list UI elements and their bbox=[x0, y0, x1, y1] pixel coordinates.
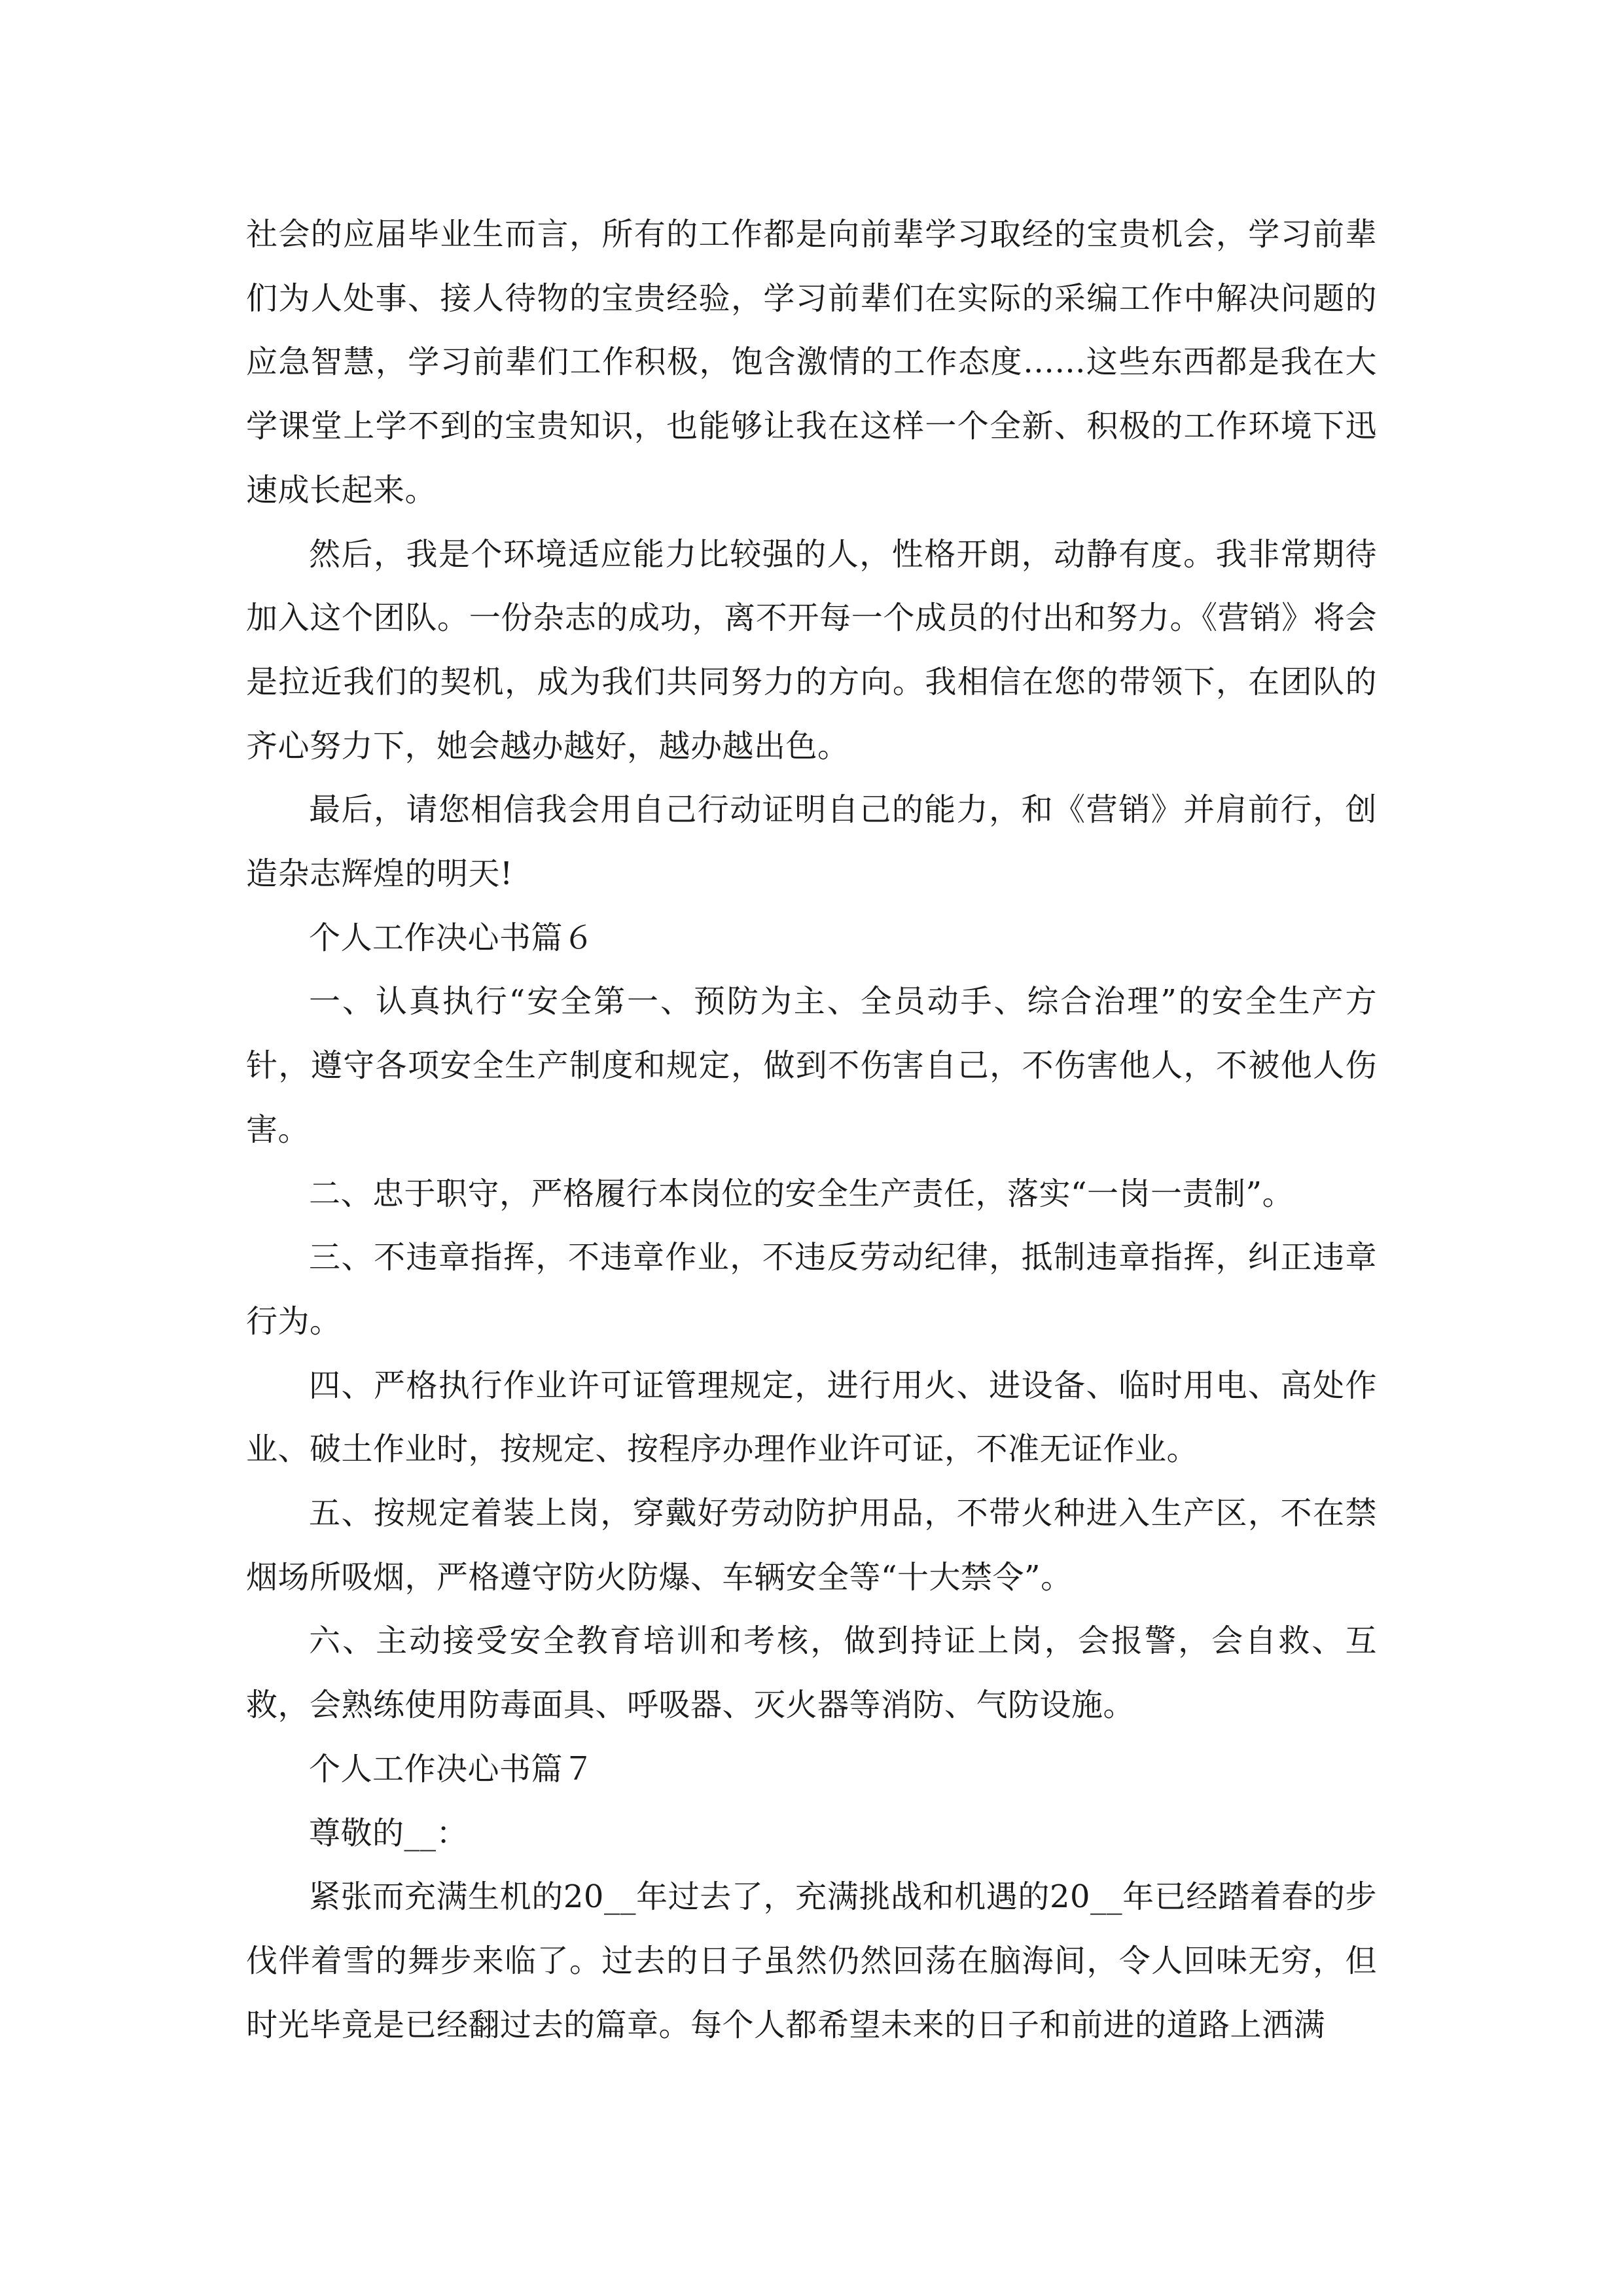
pledge-item-3: 三、不违章指挥，不违章作业，不违反劳动纪律，抵制违章指挥，纠正违章行为。 bbox=[246, 1239, 1377, 1340]
paragraph-new-year: 紧张而充满生机的20__年过去了，充满挑战和机遇的20__年已经踏着春的步伐伴着雪的舞步来临了。过去的日子虽然仍然回荡在脑海间，令人回味无穷，但时光毕竟是已经翻过去的篇章。每个人都希望未来的日子和前进的道路上洒满 bbox=[246, 1878, 1377, 2043]
section-heading-7: 个人工作决心书篇７ bbox=[309, 1750, 595, 1787]
pledge-item-6: 六、主动接受安全教育培训和考核，做到持证上岗，会报警，会自救、互救，会熟练使用防毒面具、呼吸器、灭火器等消防、气防设施。 bbox=[246, 1623, 1377, 1724]
pledge-item-1: 一、认真执行“安全第一、预防为主、全员动手、综合治理”的安全生产方针，遵守各项安全生产制度和规定，做到不伤害自己，不伤害他人，不被他人伤害。 bbox=[246, 983, 1377, 1148]
pledge-item-2: 二、忠于职守，严格履行本岗位的安全生产责任，落实“一岗一责制”。 bbox=[309, 1175, 1294, 1212]
paragraph-closing: 最后，请您相信我会用自己行动证明自己的能力，和《营销》并肩前行，创造杂志辉煌的明天! bbox=[246, 791, 1377, 893]
paragraph-continuation: 社会的应届毕业生而言，所有的工作都是向前辈学习取经的宝贵机会，学习前辈们为人处事、接人待物的宝贵经验，学习前辈们在实际的采编工作中解决问题的应急智慧，学习前辈们工作积极，饱含激情的工作态度…...这些东西都是我在大学课堂上学不到的宝贵知识，也能够让我在这样一个全新、积极的工作环境下迅速成长起来。 bbox=[246, 216, 1377, 509]
paragraph-adaptability: 然后，我是个环境适应能力比较强的人，性格开朗，动静有度。我非常期待加入这个团队。一份杂志的成功，离不开每一个成员的付出和努力。《营销》将会是拉近我们的契机，成为我们共同努力的方向。我相信在您的带领下，在团队的齐心努力下，她会越办越好，越办越出色。 bbox=[246, 535, 1377, 764]
section-heading-6: 个人工作决心书篇６ bbox=[309, 919, 595, 956]
pledge-item-4: 四、严格执行作业许可证管理规定，进行用火、进设备、临时用电、高处作业、破土作业时，按规定、按程序办理作业许可证，不准无证作业。 bbox=[246, 1367, 1377, 1468]
salutation: 尊敬的__： bbox=[309, 1814, 469, 1852]
document-page bbox=[246, 203, 1377, 2057]
pledge-item-5: 五、按规定着装上岗，穿戴好劳动防护用品，不带火种进入生产区，不在禁烟场所吸烟，严格遵守防火防爆、车辆安全等“十大禁令”。 bbox=[246, 1495, 1377, 1596]
